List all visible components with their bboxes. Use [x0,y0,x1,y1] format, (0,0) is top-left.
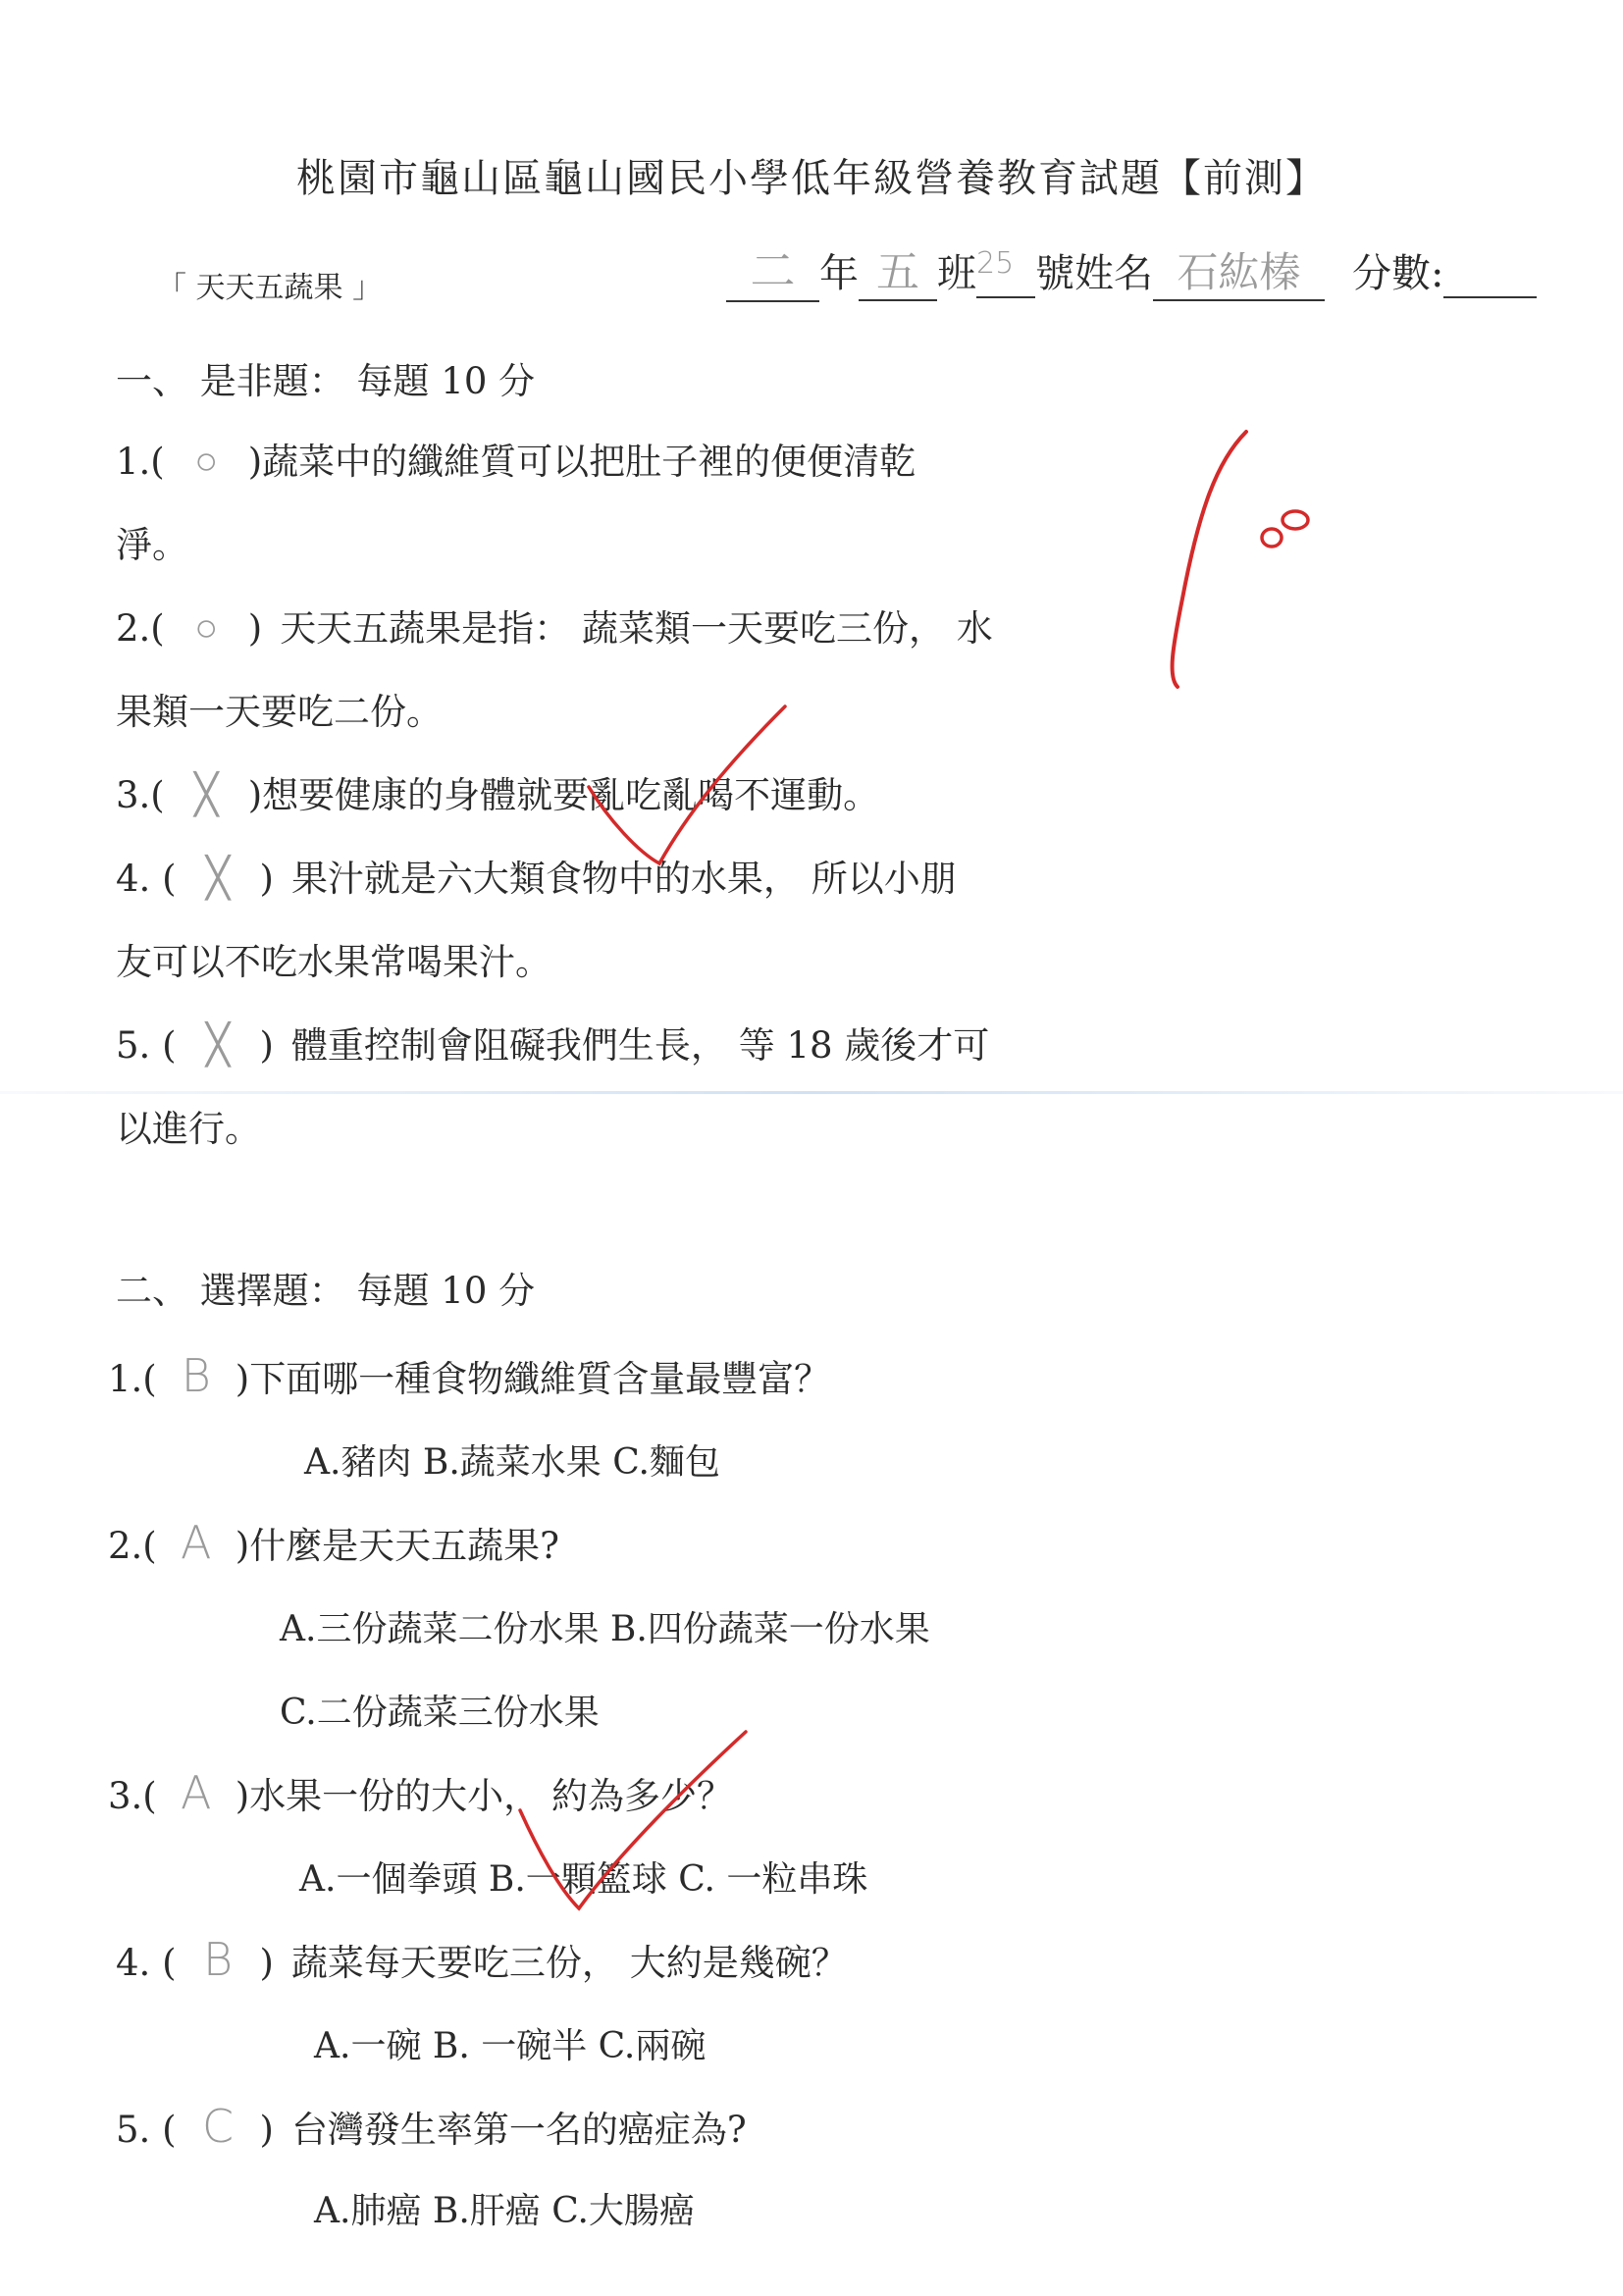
answer-handwritten: ╳ [194,772,219,817]
part1-heading: 一、 是非題： 每題 10 分 [116,360,536,402]
question-text: 台灣發生率第一名的癌症為? [290,2109,747,2151]
paren-close: ) [259,2109,274,2151]
question-number: 5. ( [116,1024,177,1067]
question-text: 蔬菜中的纖維質可以把肚子裡的便便清乾 [262,441,916,483]
class-field: 五 [859,236,937,301]
question-number: 2.( [108,1525,157,1567]
page-title: 桃園市龜山區龜山國民小學低年級營養教育試題【前測】 [296,156,1327,201]
paren-close: ) [235,1525,250,1567]
question-number: 1.( [116,441,165,483]
question-text: 蔬菜每天要吃三份， 大約是幾碗？ [290,1942,848,1984]
score-label: 分數: [1352,251,1444,296]
answer-handwritten: ○ [194,605,219,651]
mc-2-options-line1: A.三份蔬菜二份水果 B.四份蔬菜一份水果 [280,1609,930,1649]
question-number: 4. ( [116,858,177,900]
paren-close: ) [259,858,274,900]
question-number: 4. ( [116,1942,177,1984]
paren-close: ) [235,1358,250,1400]
question-text: 天天五蔬果是指： 蔬菜類一天要吃三份， 水 [280,607,993,650]
question-text: 什麼是天天五蔬果? [249,1525,560,1567]
answer-handwritten: C [201,2100,235,2153]
question-text: 下面哪一種食物纖維質含量最豐富？ [249,1358,831,1400]
mc-1-options: A.豬肉 B.蔬菜水果 C.麵包 [304,1442,720,1483]
question-number: 3.( [108,1775,157,1817]
check-mark-icon [520,1732,746,1908]
score-mark-zero-2 [1283,511,1308,529]
grade-field: 二 [726,235,819,302]
paren-close: ) [247,441,263,483]
question-text: 想要健康的身體就要亂吃亂喝不運動。 [262,774,880,816]
name-field: 石紘榛 [1153,240,1325,301]
part2-heading: 二、 選擇題： 每題 10 分 [116,1270,536,1312]
mc-2-options-line2: C.二份蔬菜三份水果 [280,1693,600,1733]
paren-close: ) [247,607,263,650]
mc-3-options: A.一個拳頭 B.一顆籃球 C. 一粒串珠 [299,1859,868,1900]
tf-question-4-cont: 友可以不吃水果常喝果汁。 [116,941,551,983]
tf-question-2-cont: 果類一天要吃二份。 [116,691,443,733]
paren-close: ) [259,1024,274,1067]
subtitle: 「 天天五蔬果 」 [157,271,383,305]
grade-label: 年 [819,251,859,296]
paren-close: ) [259,1942,274,1984]
paren-close: ) [235,1775,250,1817]
answer-handwritten: ╳ [205,1022,231,1068]
question-number: 2.( [116,607,165,650]
question-number: 1.( [108,1358,157,1400]
number-name-label: 號姓名 [1035,251,1153,296]
question-text: 果汁就是六大類食物中的水果， 所以小朋 [290,858,957,900]
tf-question-1-cont: 淨。 [116,524,188,566]
question-text: 水果一份的大小， 約為多少？ [249,1775,733,1817]
answer-handwritten: A [181,1766,212,1819]
question-number: 5. ( [116,2109,177,2151]
seat-number-field: 25 [976,245,1015,281]
answer-handwritten: B [181,1349,211,1402]
answer-handwritten: ○ [194,439,219,484]
answer-handwritten: A [181,1516,212,1569]
score-mark-one [1173,432,1246,687]
answer-handwritten: ╳ [205,856,231,901]
tf-question-5-cont: 以進行。 [116,1108,261,1150]
mc-5-options: A.肺癌 B.肝癌 C.大腸癌 [314,2191,695,2231]
question-number: 3.( [116,774,165,816]
score-mark-zero-1 [1262,529,1282,547]
class-label: 班 [937,251,976,296]
answer-handwritten: B [202,1933,234,1986]
question-text: 體重控制會阻礙我們生長， 等 18 歲後才可 [290,1024,990,1067]
check-mark-icon [589,706,785,863]
mc-4-options: A.一碗 B. 一碗半 C.兩碗 [314,2026,707,2066]
paren-close: ) [247,774,263,816]
